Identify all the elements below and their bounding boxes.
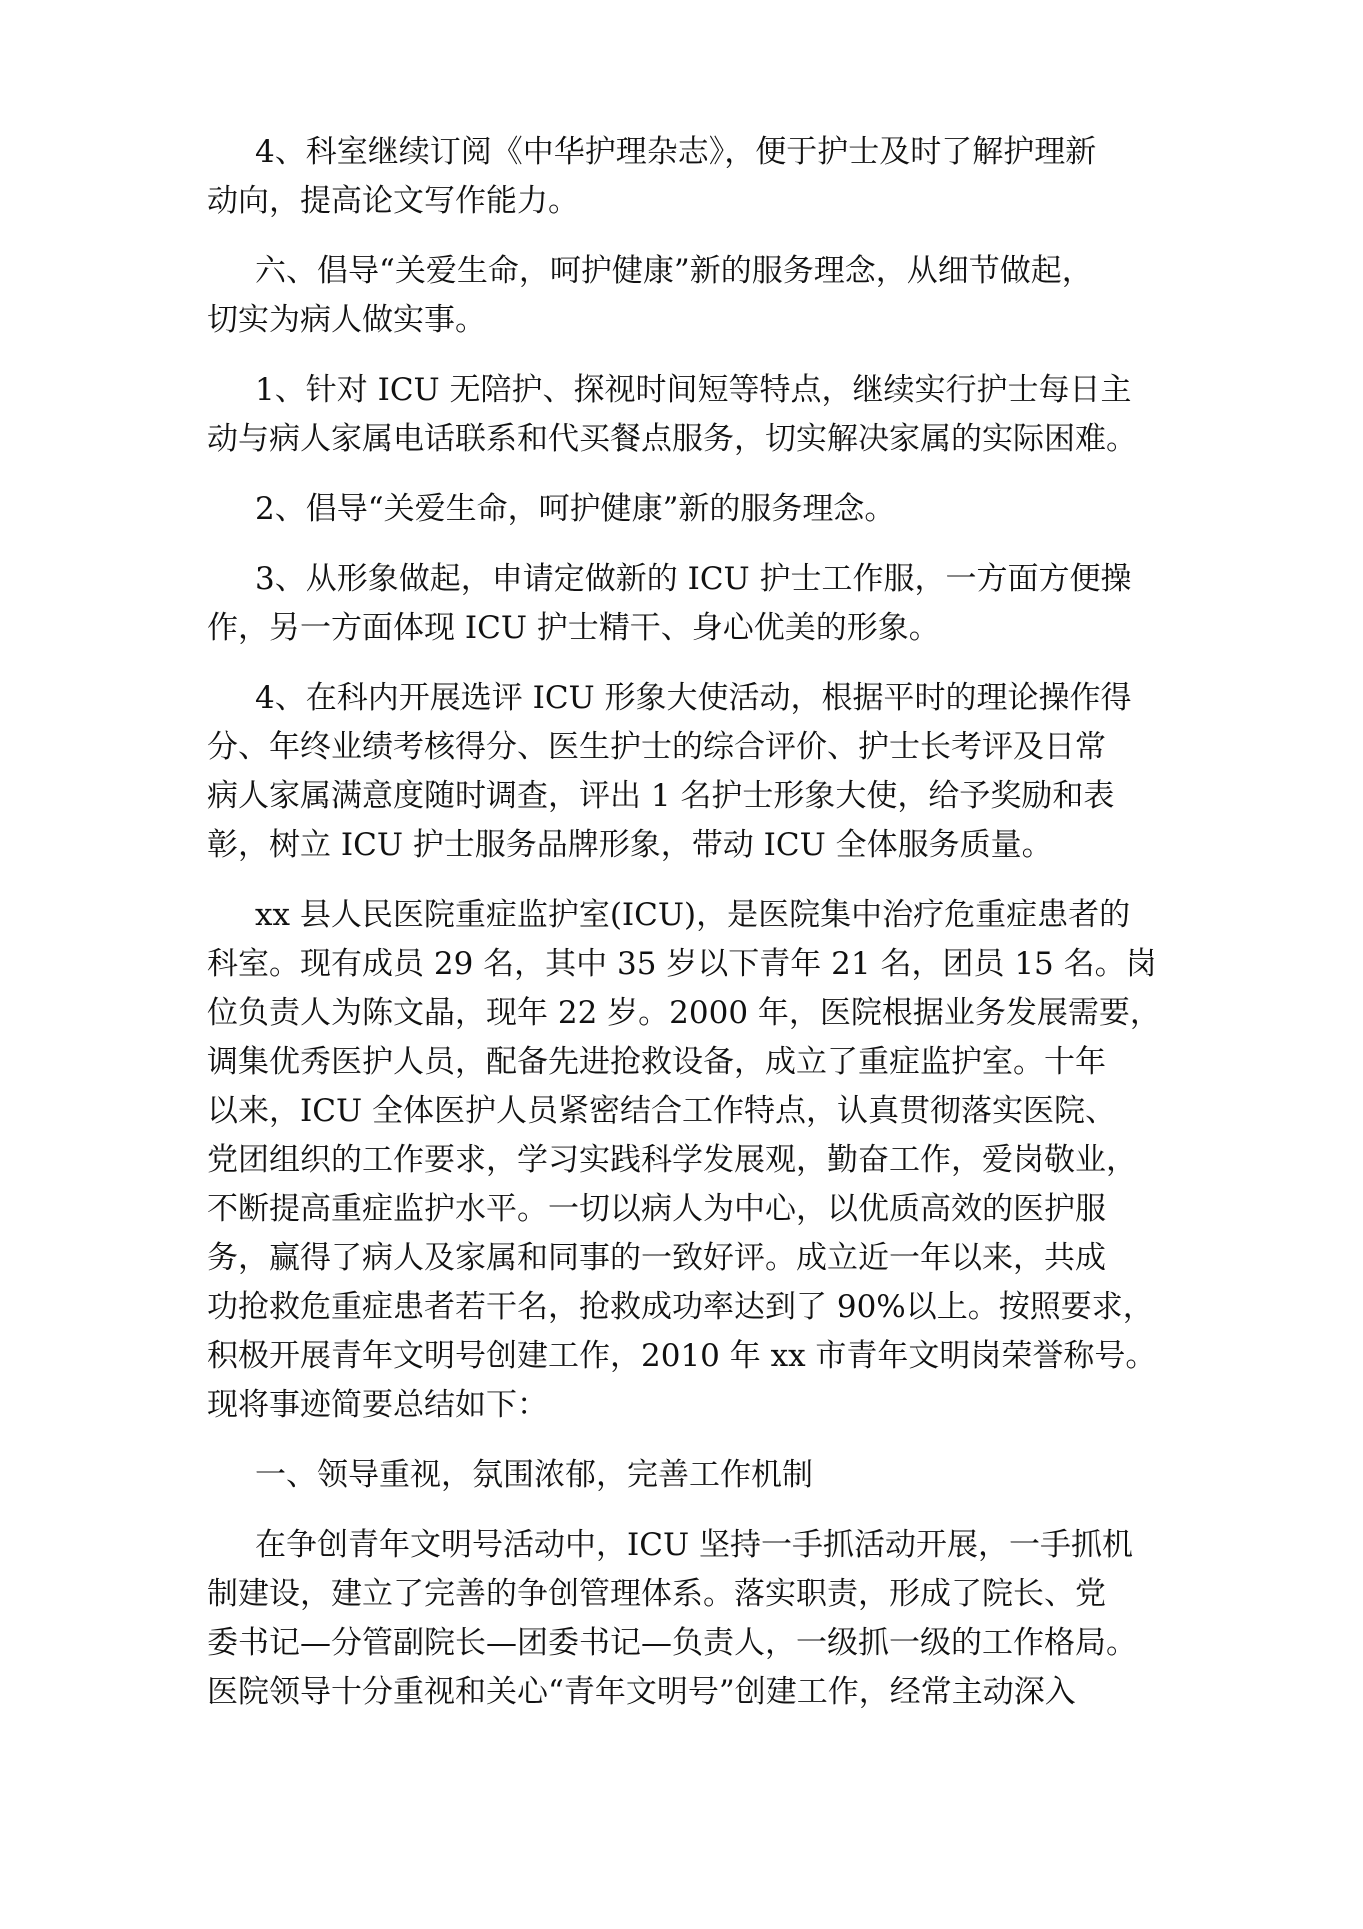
document-page [207,128,1167,1738]
text-line: 动向，提高论文写作能力。 [207,183,579,219]
paragraph-section-one-heading [207,1451,1167,1500]
text-line: 务，赢得了病人及家属和同事的一致好评。成立近一年以来，共成 [207,1240,1106,1276]
text-line: xx 县人民医院重症监护室(ICU)，是医院集中治疗危重症患者的 [255,897,1131,933]
text-line: 医院领导十分重视和关心“青年文明号”创建工作，经常主动深入 [207,1674,1076,1710]
text-line: 4、在科内开展选评 ICU 形象大使活动，根据平时的理论操作得 [255,680,1132,716]
text-line: 委书记—分管副院长—团委书记—负责人，一级抓一级的工作格局。 [207,1625,1137,1661]
text-line: 分、年终业绩考核得分、医生护士的综合评价、护士长考评及日常 [207,729,1106,765]
paragraph-icu-introduction [207,891,1167,1430]
text-line: 一、领导重视，氛围浓郁，完善工作机制 [255,1457,813,1493]
paragraph-subscribe-journal [207,128,1167,226]
text-line: 现将事迹简要总结如下： [207,1387,548,1423]
text-line: 作，另一方面体现 ICU 护士精干、身心优美的形象。 [207,610,940,646]
text-line: 不断提高重症监护水平。一切以病人为中心，以优质高效的医护服 [207,1191,1106,1227]
text-line: 位负责人为陈文晶，现年 22 岁。2000 年，医院根据业务发展需要， [207,995,1161,1031]
text-line: 1、针对 ICU 无陪护、探视时间短等特点，继续实行护士每日主 [255,372,1132,408]
text-line: 积极开展青年文明号创建工作，2010 年 xx 市青年文明岗荣誉称号。 [207,1338,1157,1374]
text-line: 动与病人家属电话联系和代买餐点服务，切实解决家属的实际困难。 [207,421,1137,457]
text-line: 3、从形象做起，申请定做新的 ICU 护士工作服，一方面方便操 [255,561,1132,597]
text-line: 病人家属满意度随时调查，评出 1 名护士形象大使，给予奖励和表 [207,778,1115,814]
text-line: 功抢救危重症患者若干名，抢救成功率达到了 90%以上。按照要求， [207,1289,1154,1325]
paragraph-management-system [207,1521,1167,1717]
text-line: 以来，ICU 全体医护人员紧密结合工作特点，认真贯彻落实医院、 [207,1093,1116,1129]
text-line: 切实为病人做实事。 [207,302,486,338]
text-line: 科室。现有成员 29 名，其中 35 岁以下青年 21 名，团员 15 名。岗 [207,946,1157,982]
text-line: 2、倡导“关爱生命，呵护健康”新的服务理念。 [255,491,896,527]
text-line: 制建设，建立了完善的争创管理体系。落实职责，形成了院长、党 [207,1576,1106,1612]
paragraph-item-1 [207,366,1167,464]
paragraph-item-3 [207,555,1167,653]
paragraph-item-2 [207,485,1167,534]
text-line: 彰，树立 ICU 护士服务品牌形象，带动 ICU 全体服务质量。 [207,827,1053,863]
text-line: 调集优秀医护人员，配备先进抢救设备，成立了重症监护室。十年 [207,1044,1106,1080]
paragraph-item-4 [207,674,1167,870]
text-line: 六、倡导“关爱生命，呵护健康”新的服务理念，从细节做起， [255,253,1093,289]
text-line: 党团组织的工作要求，学习实践科学发展观，勤奋工作，爱岗敬业， [207,1142,1137,1178]
text-line: 4、科室继续订阅《中华护理杂志》，便于护士及时了解护理新 [255,134,1097,170]
text-line: 在争创青年文明号活动中，ICU 坚持一手抓活动开展，一手抓机 [255,1527,1133,1563]
paragraph-section-six-heading [207,247,1167,345]
